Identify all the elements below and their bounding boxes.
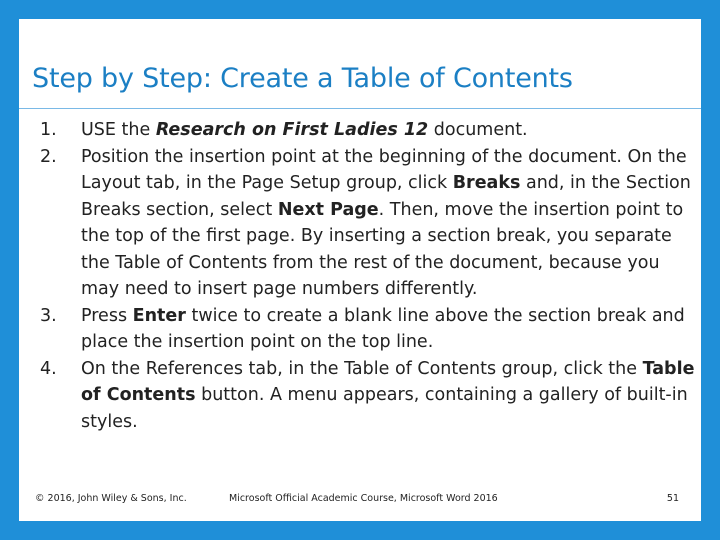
step-emphasis: Table of Contents (81, 358, 695, 405)
title-divider (19, 108, 701, 109)
step-emphasis: Breaks (452, 173, 521, 193)
step-text: On the References tab, in the Table of Contents group, click the (81, 358, 643, 379)
step-text: and, in the Section Breaks section, select (81, 173, 691, 220)
footer-copyright: © 2016, John Wiley & Sons, Inc. (35, 493, 187, 504)
slide-title: Step by Step: Create a Table of Contents (32, 63, 573, 94)
step-item (32, 144, 697, 303)
step-number: 2. (40, 146, 57, 167)
step-emphasis: Research on First Ladies 12 (155, 120, 429, 140)
steps-list (32, 117, 697, 435)
step-item (32, 356, 697, 436)
footer-course-title: Microsoft Official Academic Course, Microsoft Word 2016 (229, 493, 498, 504)
step-item (32, 303, 697, 356)
slide (19, 19, 701, 521)
step-text: USE the (81, 120, 156, 140)
step-text: document. (428, 120, 528, 140)
step-number: 4. (40, 358, 57, 379)
step-text: Position the insertion point at the beginning of the document. On the Layout tab, in the Page Setup group, click (81, 146, 687, 193)
step-number: 1. (40, 120, 57, 140)
step-number: 3. (40, 305, 57, 326)
step-emphasis: Next Page (277, 199, 379, 220)
page-number: 51 (666, 493, 679, 504)
step-item (32, 117, 697, 144)
step-emphasis: Enter (132, 305, 186, 326)
step-text: button. A menu appears, containing a gallery of built-in styles. (81, 385, 688, 432)
step-text: twice to create a blank line above the section break and place the insertion point on the top line. (81, 305, 685, 352)
step-text: Press (81, 305, 133, 326)
step-text: . Then, move the insertion point to the top of the first page. By inserting a section break, you separate the Table of Contents from the rest of the document, because you may need to insert page numbers differently. (81, 199, 684, 299)
